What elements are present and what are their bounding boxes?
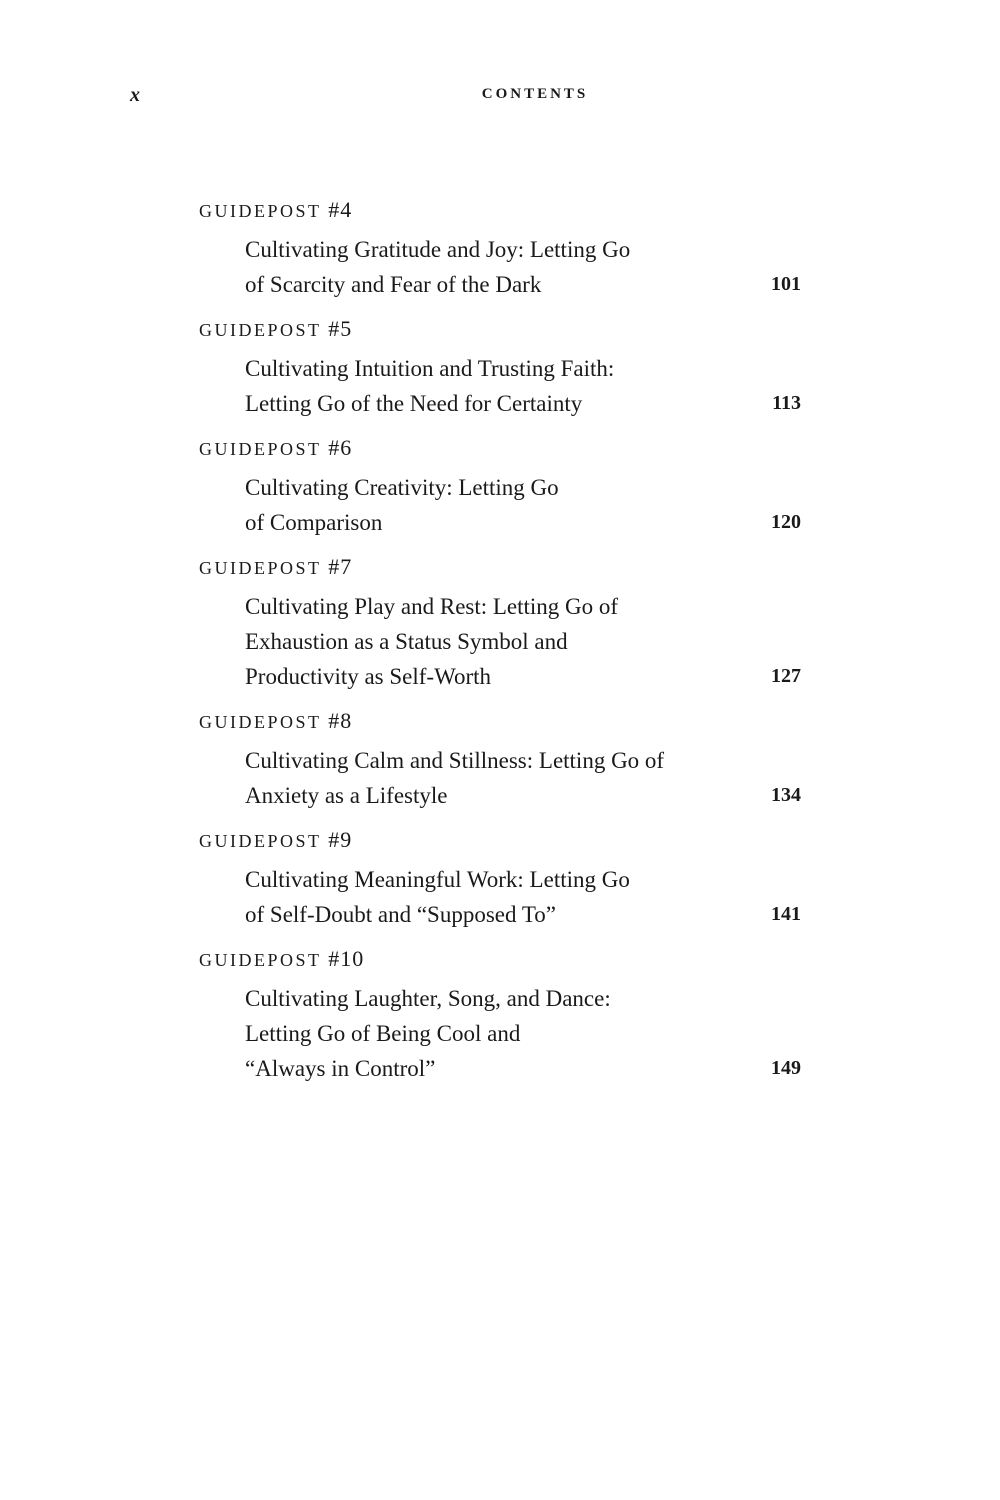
table-of-contents (199, 196, 801, 1099)
guidepost-heading (199, 434, 801, 462)
guidepost-number: #7 (328, 554, 353, 579)
guidepost-heading (199, 945, 801, 973)
page-reference: 113 (772, 392, 801, 414)
toc-entry (199, 707, 801, 813)
chapter-title-line: Productivity as Self-Worth (245, 664, 492, 689)
guidepost-label: GUIDEPOST (199, 950, 322, 970)
chapter-title-line: Cultivating Play and Rest: Letting Go of (245, 594, 619, 619)
chapter-title-line: Cultivating Creativity: Letting Go (245, 475, 559, 500)
chapter-title (199, 470, 801, 540)
guidepost-heading (199, 553, 801, 581)
chapter-title-line: Cultivating Laughter, Song, and Dance: (245, 986, 611, 1011)
guidepost-label: GUIDEPOST (199, 831, 322, 851)
chapter-title-line: Exhaustion as a Status Symbol and (245, 629, 568, 654)
guidepost-heading (199, 315, 801, 343)
guidepost-number: #9 (328, 827, 353, 852)
page-number: x (130, 84, 140, 106)
page-reference: 149 (771, 1057, 801, 1079)
page-reference: 101 (771, 273, 801, 295)
chapter-title-line: “Always in Control” (245, 1056, 436, 1081)
chapter-title-line: Anxiety as a Lifestyle (245, 783, 448, 808)
chapter-title-line: of Comparison (245, 510, 383, 535)
guidepost-heading (199, 196, 801, 224)
chapter-title-line: Letting Go of Being Cool and (245, 1021, 521, 1046)
chapter-title (199, 589, 801, 694)
guidepost-heading (199, 826, 801, 854)
guidepost-label: GUIDEPOST (199, 201, 322, 221)
chapter-title-line: Letting Go of the Need for Certainty (245, 391, 583, 416)
chapter-title (199, 743, 801, 813)
chapter-title-line: of Scarcity and Fear of the Dark (245, 272, 542, 297)
toc-entry (199, 196, 801, 302)
toc-entry (199, 553, 801, 694)
chapter-title-line: Cultivating Gratitude and Joy: Letting Go (245, 237, 631, 262)
toc-entry (199, 945, 801, 1086)
toc-entry (199, 826, 801, 932)
guidepost-number: #6 (328, 435, 353, 460)
guidepost-number: #10 (328, 946, 365, 971)
page-reference: 127 (771, 665, 801, 687)
chapter-title (199, 981, 801, 1086)
chapter-title-line: Cultivating Calm and Stillness: Letting Go of (245, 748, 665, 773)
page-reference: 120 (771, 511, 801, 533)
running-head: CONTENTS (481, 86, 589, 102)
guidepost-label: GUIDEPOST (199, 320, 322, 340)
toc-entry (199, 315, 801, 421)
toc-entry (199, 434, 801, 540)
chapter-title (199, 351, 801, 421)
guidepost-number: #8 (328, 708, 353, 733)
guidepost-number: #4 (328, 197, 353, 222)
chapter-title-line: Cultivating Intuition and Trusting Faith: (245, 356, 615, 381)
page-reference: 134 (771, 784, 801, 806)
chapter-title-line: Cultivating Meaningful Work: Letting Go (245, 867, 630, 892)
page-reference: 141 (771, 903, 801, 925)
chapter-title (199, 862, 801, 932)
guidepost-label: GUIDEPOST (199, 439, 322, 459)
guidepost-label: GUIDEPOST (199, 558, 322, 578)
guidepost-heading (199, 707, 801, 735)
chapter-title (199, 232, 801, 302)
guidepost-number: #5 (328, 316, 353, 341)
guidepost-label: GUIDEPOST (199, 712, 322, 732)
chapter-title-line: of Self-Doubt and “Supposed To” (245, 902, 556, 927)
